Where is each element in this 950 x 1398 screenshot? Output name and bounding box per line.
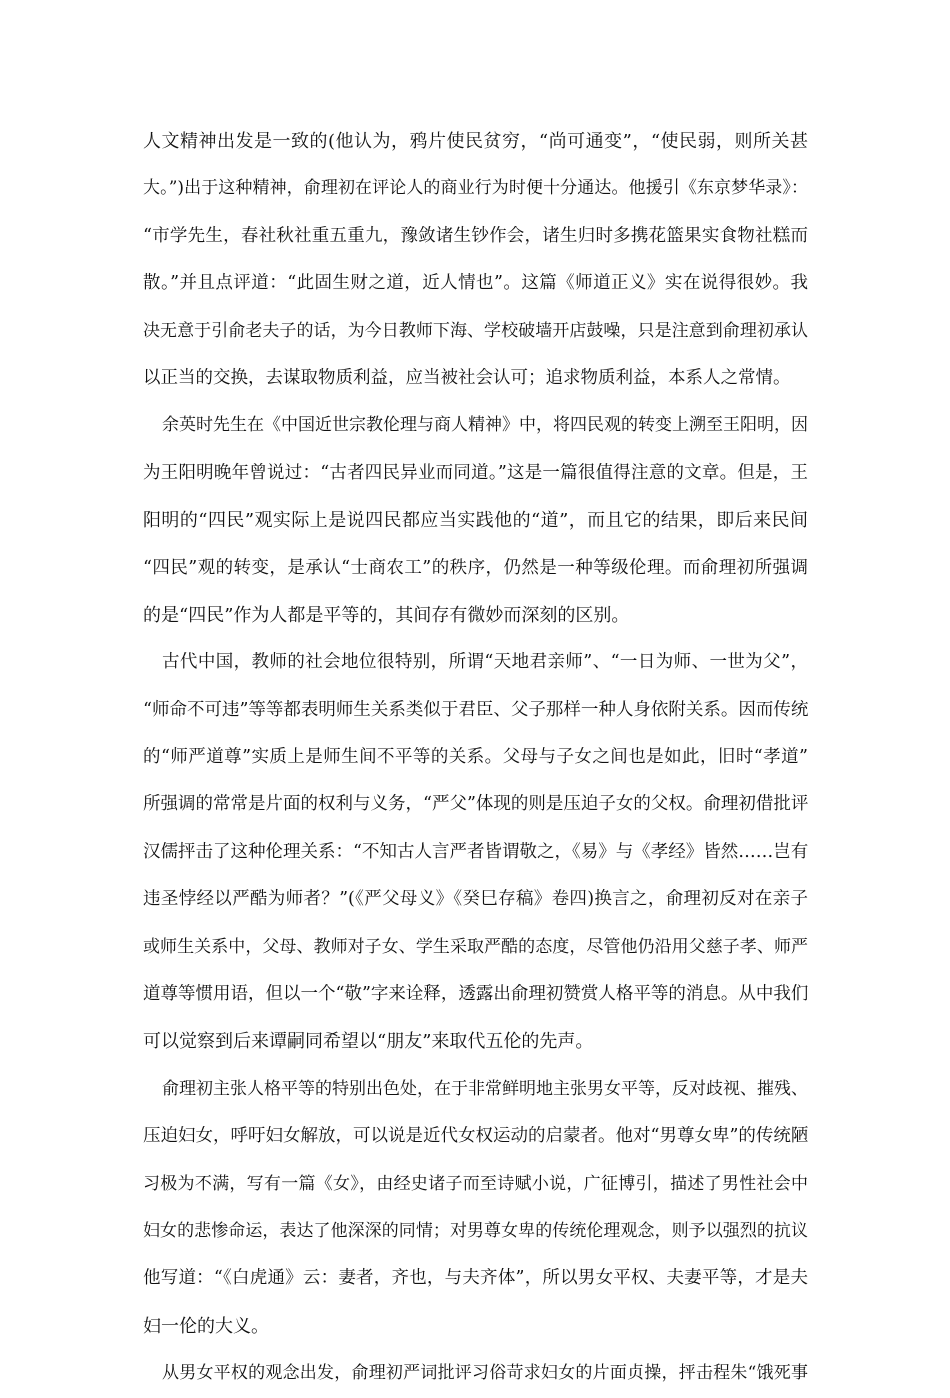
- text-line: 人文精神出发是一致的(他认为，鸦片使民贫穷，“尚可通变”，“使民弱，则所关甚: [143, 131, 808, 152]
- text-line: 可以觉察到后来谭嗣同希望以“朋友”来取代五伦的先声。: [143, 1031, 594, 1053]
- text-line: 从男女平权的观念出发，俞理初严词批评习俗苛求妇女的片面贞操，抨击程朱“饿死事: [162, 1363, 808, 1384]
- text-line: 汉儒抨击了这种伦理关系：“不知古人言严者皆谓敬之，《易》与《孝经》皆然……岂有: [143, 841, 808, 862]
- text-line: 压迫妇女，呼吁妇女解放，可以说是近代女权运动的启蒙者。他对“男尊女卑”的传统陋: [143, 1126, 808, 1147]
- text-line: 俞理初主张人格平等的特别出色处，在于非常鲜明地主张男女平等，反对歧视、摧残、: [162, 1078, 808, 1099]
- text-line: 散。”并且点评道：“此固生财之道，近人情也”。这篇《师道正义》实在说得很妙。我: [143, 273, 808, 294]
- text-line: 习极为不满，写有一篇《女》，由经史诸子而至诗赋小说，广征博引，描述了男性社会中: [143, 1173, 808, 1194]
- document-body: [143, 118, 808, 1398]
- text-line: 阳明的“四民”观实际上是说四民都应当实践他的“道”，而且它的结果，即后来民间: [143, 510, 808, 532]
- text-line: 所强调的常常是片面的权利与义务，“严父”体现的则是压迫子女的父权。俞理初借批评: [143, 794, 808, 815]
- text-line: “市学先生，春社秋社重五重九，豫敛诸生钞作会，诸生归时多携花篮果实食物社糕而: [143, 225, 808, 246]
- text-line: 妇一伦的大义。: [143, 1315, 269, 1337]
- text-line: 为王阳明晚年曾说过：“古者四民异业而同道。”这是一篇很值得注意的文章。但是，王: [143, 462, 808, 483]
- text-line: 的“师严道尊”实质上是师生间不平等的关系。父母与子女之间也是如此，旧时“孝道”: [143, 747, 808, 768]
- text-line: 的是“四民”作为人都是平等的，其间存有微妙而深刻的区别。: [143, 604, 630, 626]
- text-line: 或师生关系中，父母、教师对子女、学生采取严酷的态度，尽管他仍沿用父慈子孝、师严: [143, 936, 808, 957]
- text-line: 余英时先生在《中国近世宗教伦理与商人精神》中，将四民观的转变上溯至王阳明，因: [162, 415, 808, 436]
- text-line: 妇女的悲惨命运，表达了他深深的同情；对男尊女卑的传统伦理观念，则予以强烈的抗议: [143, 1220, 808, 1241]
- text-line: 违圣悖经以严酷为师者？”(《严父母义》《癸巳存稿》卷四)换言之，俞理初反对在亲子: [143, 889, 808, 910]
- text-line: “师命不可违”等等都表明师生关系类似于君臣、父子那样一种人身依附关系。因而传统: [143, 699, 808, 720]
- text-line: 道尊等惯用语，但以一个“敬”字来诠释，透露出俞理初赞赏人格平等的消息。从中我们: [143, 984, 808, 1005]
- text-line: “四民”观的转变，是承认“士商农工”的秩序，仍然是一种等级伦理。而俞理初所强调: [143, 557, 808, 578]
- text-line: 他写道：“《白虎通》云：妻者，齐也，与夫齐体”，所以男女平权、夫妻平等，才是夫: [143, 1268, 808, 1289]
- text-line: 古代中国，教师的社会地位很特别，所谓“天地君亲师”、“一日为师、一世为父”，: [162, 652, 808, 673]
- text-line: 决无意于引俞老夫子的话，为今日教师下海、学校破墙开店鼓噪，只是注意到俞理初承认: [143, 320, 808, 341]
- text-line: 以正当的交换，去谋取物质利益，应当被社会认可；追求物质利益，本系人之常情。: [143, 367, 791, 388]
- text-line: 大。”)出于这种精神，俞理初在评论人的商业行为时便十分通达。他援引《东京梦华录》：: [143, 178, 808, 199]
